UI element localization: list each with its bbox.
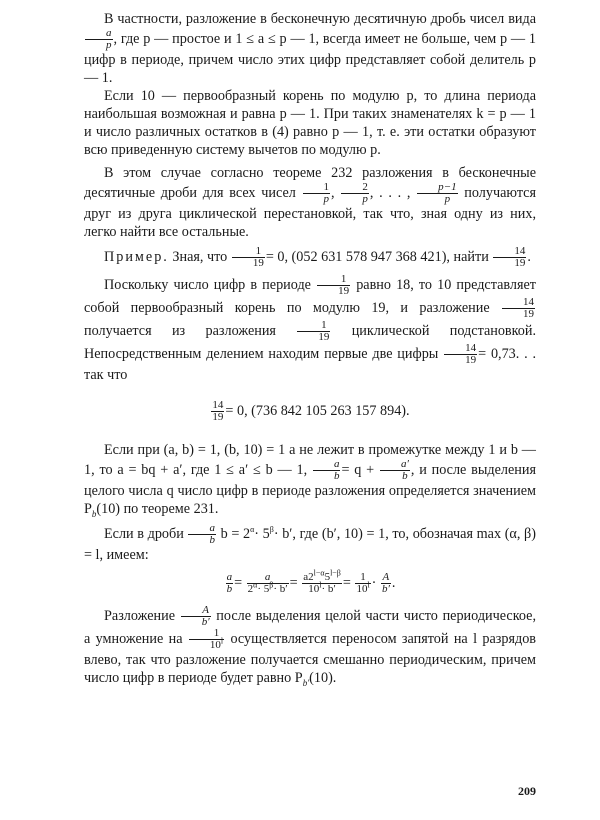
paragraph-2: Если 10 — первообразный корень по модулю p, то длина периода наибольшая возможная и равна p — 1. При таких знаменателях k = p — 1 и число различных остатков в (4) равно p — 1, т. е. эти остатки образуют всю приведенную систему вычетов по модулю p.: [84, 88, 536, 158]
fraction-1-over-19: $\frac{1}{19}$: [232, 246, 265, 269]
paragraph-5: Поскольку число цифр в периоде $\frac{1}{19}$ равно 18, то 10 представляет собой первообразный корень по модулю 19, и разложение $\frac{14}{19}$ получается из разложения $\frac{1}{19}$ циклической подстановкой. Непосредственным делением находим первые две цифры $\frac{14}{19}$ = 0,73. . . так что: [84, 273, 537, 383]
fraction-pm1-over-p: $\frac{p-1}{p}$: [417, 182, 457, 205]
paragraph-6: Если при (a, b) = 1, (b, 10) = 1 a не лежит в промежутке между 1 и b — 1, то a = bq + a′, где 1 ≤ a′ ≤ b — 1, $\frac{a}{b}$ = q + $\frac{a'}{b}$ , и после выделения целого числа q число цифр в периоде разложения определяется значением $P_b(10)$ по теореме 231.: [84, 442, 536, 519]
example-label: Пример.: [104, 248, 169, 265]
paragraph-example: Пример. Зная, что $\frac{1}{19}$ = 0, (052 631 578 947 368 421), найти $\frac{14}{19}$ .: [104, 245, 531, 269]
fraction-2-over-p: $\frac{2}{p}$: [341, 182, 369, 205]
paragraph-7: Если в дроби $\frac{a}{b}$ $b = 2^\alpha\cdot 5^\beta\cdot b'$, где (b′, 10) = 1, то, обозначая max (α, β) = l, имеем:: [84, 522, 536, 563]
formula-14-19: $\frac{14}{19}$ = 0, (736 842 105 263 157 894).: [212, 399, 410, 423]
page-number: 209: [518, 784, 536, 798]
paragraph-1: В частности, разложение в бесконечную десятичную дробь чисел вида $\frac{a}{p}$ , где p — простое и 1 ≤ a ≤ p — 1, всегда имеет не больше, чем p — 1 цифр в периоде, причем число этих цифр представляет собой делитель p — 1.: [84, 11, 536, 86]
paragraph-8: Разложение $\frac{A}{b'}$ после выделения целой части чисто периодическое, а умножение на $\frac{1}{10^l}$ осуществляется переносом запятой на l разрядов влево, так что разложение получается смешанно периодическим, причем число цифр в периоде будет равно $P_{b'}(10)$.: [84, 604, 537, 688]
page-body: [84, 10, 536, 687]
paragraph-3: В этом случае согласно теореме 232 разложения в бесконечные десятичные дроби для всех чисел $\frac{1}{p}$ , $\frac{2}{p}$ , . . . , $\frac{p-1}{p}$ получаются друг из друга циклической перестановкой, так что, зная одну из них, легко найти все остальные.: [84, 165, 537, 240]
formula-a-over-b: $\frac{a}{b}$ = $\frac{a}{2^\alpha\cdot 5^\beta\cdot b'}$ = $\frac{a2^{l-\alpha}5^{l-\beta}}{10^l\cdot b'}$ = $\frac{1}{10^l}$ · $\frac{A}{b'}$ .: [226, 568, 396, 595]
fraction-1-over-p: $\frac{1}{p}$: [303, 182, 331, 205]
fraction-14-over-19: $\frac{14}{19}$: [493, 246, 526, 269]
fraction-a-over-p: $\frac{a}{p}$: [85, 28, 113, 51]
